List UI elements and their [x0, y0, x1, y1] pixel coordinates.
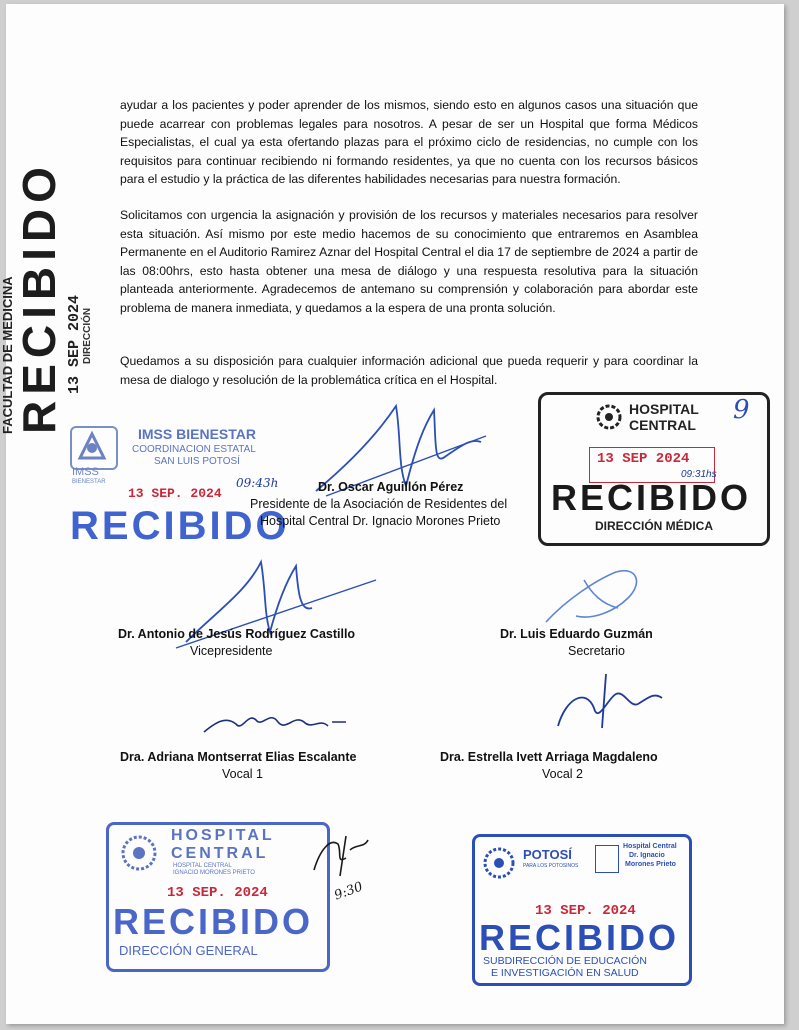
secretary-signature: [536, 560, 656, 630]
sub-date: 13 SEP. 2024: [535, 903, 636, 919]
imss-coordination: COORDINACION ESTATAL: [132, 444, 256, 455]
uaslp-big-label: RECIBIDO: [13, 161, 65, 434]
sub-hospital-2: Dr. Ignacio: [629, 852, 665, 859]
uaslp-dept: DIRECCIÓN: [82, 307, 93, 364]
dm-big-label: RECIBIDO: [551, 477, 752, 518]
body-paragraph-2: Solicitamos con urgencia la asignación y provisión de los recursos y materiales necesarios para resolver esta situación. Así mismo por este medio hacemos de su conocimiento que entraremos en Asamblea Permanente en el Auditorio Ramirez Aznar del Hospital Central el dia 17 de septiembre de 2024 a partir de las 08:00hrs, esto hasta obtener una mesa de diálogo y una respuesta resolutiva para la situación planteada anteriormente. Agradecemos de antemano su comprensión y colaboración para abordar este problema de manera inmediata, y quedamos a la espera de una pronta solución.: [120, 208, 698, 315]
president-role-line-1: Presidente de la Asociación de Residentes del: [250, 497, 508, 511]
dg-subtitle-2: IGNACIO MORONES PRIETO: [173, 870, 255, 876]
vocal1-role: Vocal 1: [222, 767, 264, 781]
sub-hospital-1: Hospital Central: [623, 843, 677, 850]
imss-brand-sub: BIENESTAR: [72, 479, 106, 485]
sub-big-label: RECIBIDO: [479, 917, 680, 958]
vocal2-role: Vocal 2: [542, 767, 584, 781]
dm-page-mark: 9: [733, 395, 750, 425]
sub-dept-1: SUBDIRECCIÓN DE EDUCACIÓN: [483, 955, 647, 967]
dg-dept: DIRECCIÓN GENERAL: [119, 943, 258, 958]
dg-initials-signature: [306, 830, 376, 880]
direccion-general-stamp: [106, 822, 330, 972]
president-name: Dr. Oscar Aguillón Pérez: [318, 480, 464, 494]
imss-date: 13 SEP. 2024: [128, 486, 222, 501]
dm-time: 09:31hs: [681, 469, 717, 480]
imss-title: IMSS BIENESTAR: [138, 426, 256, 442]
dm-title-1: HOSPITAL: [629, 401, 699, 417]
imss-logo-icon: [70, 426, 118, 470]
imss-time: 09:43h: [236, 476, 279, 490]
vocal2-signature: [546, 668, 676, 738]
document-page: [0, 4, 784, 1024]
sub-brand-sub: PARA LOS POTOSINOS: [523, 863, 579, 869]
sub-hospital-3: Morones Prieto: [625, 861, 676, 868]
imss-city: SAN LUIS POTOSÍ: [154, 456, 240, 467]
dg-subtitle-1: HOSPITAL CENTRAL: [173, 863, 232, 869]
imss-big-label: RECIBIDO: [70, 504, 290, 548]
potosi-logo-icon: [481, 845, 517, 886]
body-paragraph-3: Quedamos a su disposición para cualquier información adicional que pueda requerir y para coordinar la mesa de dialogo y resolución de la problemática crítica en el Hospital.: [120, 354, 698, 387]
direccion-medica-stamp: [538, 392, 770, 546]
dg-date: 13 SEP. 2024: [167, 885, 268, 901]
vocal1-name: Dra. Adriana Montserrat Elias Escalante: [120, 750, 357, 764]
dm-title-2: CENTRAL: [629, 417, 696, 433]
hospital-central-logo-icon: [119, 833, 159, 878]
dm-dept: DIRECCIÓN MÉDICA: [595, 519, 714, 533]
body-paragraph-1: ayudar a los pacientes y poder aprender de los mismos, siendo esto en algunos casos una situación que puede acarrear con problemas legales para nosotros. A pesar de ser un Hospital que forma Médicos Especialistas, el cual ya esta ofertando plazas para el próximo ciclo de residencias, no cumple con los requisitos para continuar recibiendo ni formando residentes, ya que no cuenta con los recursos básicos para el estudio y la práctica de las diferentes habilidades necesarias para nuestra formación.: [120, 98, 698, 186]
sub-brand: POTOSÍ: [523, 847, 572, 862]
subdireccion-stamp: [472, 834, 692, 986]
dg-title-2: CENTRAL: [171, 845, 269, 862]
hospital-logo-icon: [595, 403, 623, 436]
sub-dept-2: E INVESTIGACIÓN EN SALUD: [491, 967, 639, 979]
vocal2-name: Dra. Estrella Ivett Arriaga Magdaleno: [440, 750, 658, 764]
president-role-line-2: Hospital Central Dr. Ignacio Morones Prieto: [260, 514, 501, 528]
dg-big-label: RECIBIDO: [113, 901, 314, 942]
vocal1-signature: [196, 692, 356, 752]
uaslp-received-stamp: [0, 74, 93, 434]
secretary-role: Secretario: [568, 644, 625, 658]
secretary-name: Dr. Luis Eduardo Guzmán: [500, 627, 653, 641]
uaslp-date: 13 SEP 2024: [66, 294, 83, 394]
vice-name: Dr. Antonio de Jesús Rodríguez Castillo: [118, 627, 356, 641]
dg-title-1: HOSPITAL: [171, 827, 275, 844]
dm-date: 13 SEP 2024: [597, 451, 690, 467]
imss-brand: IMSS: [72, 466, 99, 478]
imss-received-stamp: [68, 424, 328, 554]
uaslp-faculty: FACULTAD DE MEDICINA: [0, 276, 15, 434]
hospital-crest-icon: [595, 845, 619, 873]
dg-time: 9:30: [332, 879, 365, 904]
vice-role: Vicepresidente: [190, 644, 273, 658]
